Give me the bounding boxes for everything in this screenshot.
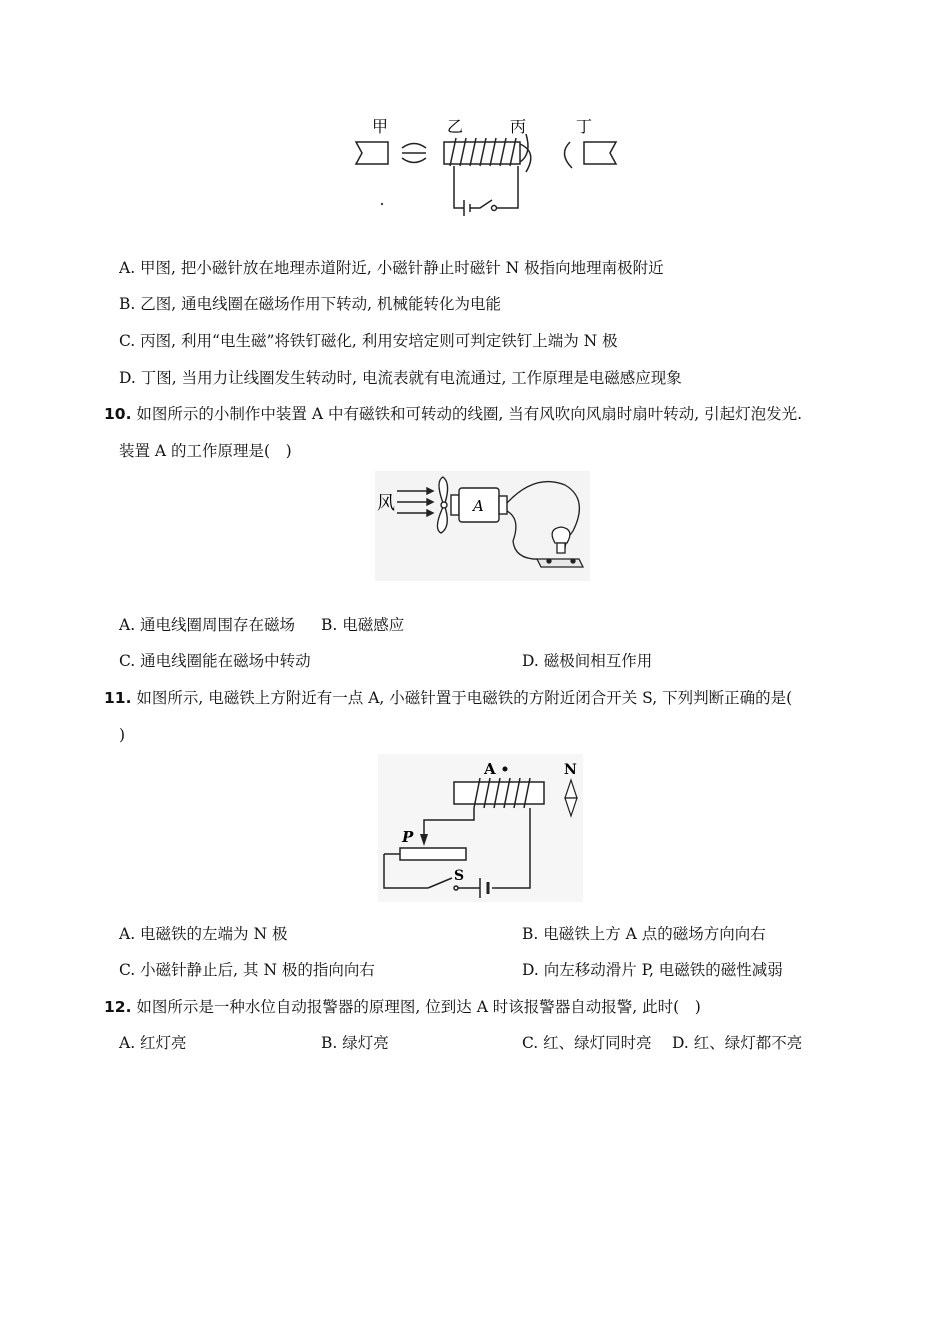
magnet-ding [564, 142, 616, 168]
q11-stem [104, 687, 792, 709]
q10-stem-line2: 装置 A 的工作原理是( ) [119, 442, 292, 460]
label-ding: 丁 [576, 117, 593, 136]
q10-option-d: D. 磁极间相互作用 [522, 652, 653, 670]
q10-stem [104, 403, 802, 425]
q11-option-c: C. 小磁针静止后, 其 N 极的指向向右 [119, 961, 375, 979]
slider-label: P [402, 828, 414, 846]
q12-option-a: A. 红灯亮 [119, 1034, 187, 1052]
q10-number: 10. [104, 405, 132, 423]
magnet-jia [356, 142, 426, 164]
q11-option-a: A. 电磁铁的左端为 N 极 [119, 925, 288, 943]
q11-number: 11. [104, 689, 132, 707]
q9-option-a: A. 甲图, 把小磁针放在地理赤道附近, 小磁针静止时磁针 N 极指向地理南极附近 [119, 259, 664, 277]
q10-stem-line1: 如图所示的小制作中装置 A 中有磁铁和可转动的线圈, 当有风吹向风扇时扇叶转动, 引起灯泡发光. [136, 405, 803, 423]
q11-stem-line1: 如图所示, 电磁铁上方附近有一点 A, 小磁针置于电磁铁的方附近闭合开关 S, 下列判断正确的是( [136, 689, 793, 707]
q12-number: 12. [104, 998, 132, 1016]
q10-option-a: A. 通电线圈周围存在磁场 [119, 616, 296, 634]
q9-option-c: C. 丙图, 利用“电生磁”将铁钉磁化, 利用安培定则可判定铁钉上端为 N 极 [119, 332, 618, 350]
q12-option-c: C. 红、绿灯同时亮 [522, 1034, 652, 1052]
switch-label: S [454, 868, 465, 884]
q12-stem-text: 如图所示是一种水位自动报警器的原理图, 位到达 A 时该报警器自动报警, 此时( ) [136, 998, 701, 1016]
compass-north-label: N [564, 762, 577, 778]
label-jia: 甲 [372, 117, 389, 136]
figure-electromagnet [378, 754, 583, 902]
q12-option-d: D. 红、绿灯都不亮 [672, 1034, 803, 1052]
q10-option-c: C. 通电线圈能在磁场中转动 [119, 652, 311, 670]
q9-option-b: B. 乙图, 通电线圈在磁场作用下转动, 机械能转化为电能 [119, 295, 501, 313]
label-bing: 丙 [510, 117, 527, 136]
q12-option-b: B. 绿灯亮 [321, 1034, 389, 1052]
stray-dot [381, 203, 383, 205]
q11-option-d: D. 向左移动滑片 P, 电磁铁的磁性减弱 [522, 961, 783, 979]
figure-magnets [350, 112, 620, 222]
label-yi: 乙 [447, 117, 464, 136]
solenoid-yi [444, 134, 531, 216]
q12-stem [104, 996, 701, 1018]
point-a-dot [503, 767, 508, 772]
wind-label: 风 [377, 493, 395, 514]
point-a-label: A [484, 760, 496, 778]
figure-wind-generator [375, 471, 590, 581]
q9-option-d: D. 丁图, 当用力让线圈发生转动时, 电流表就有电流通过, 工作原理是电磁感应现象 [119, 369, 682, 387]
q10-option-b: B. 电磁感应 [321, 616, 405, 634]
q11-option-b: B. 电磁铁上方 A 点的磁场方向向右 [522, 925, 766, 943]
q11-stem-line2: ) [119, 726, 126, 744]
device-label: A [473, 497, 484, 515]
